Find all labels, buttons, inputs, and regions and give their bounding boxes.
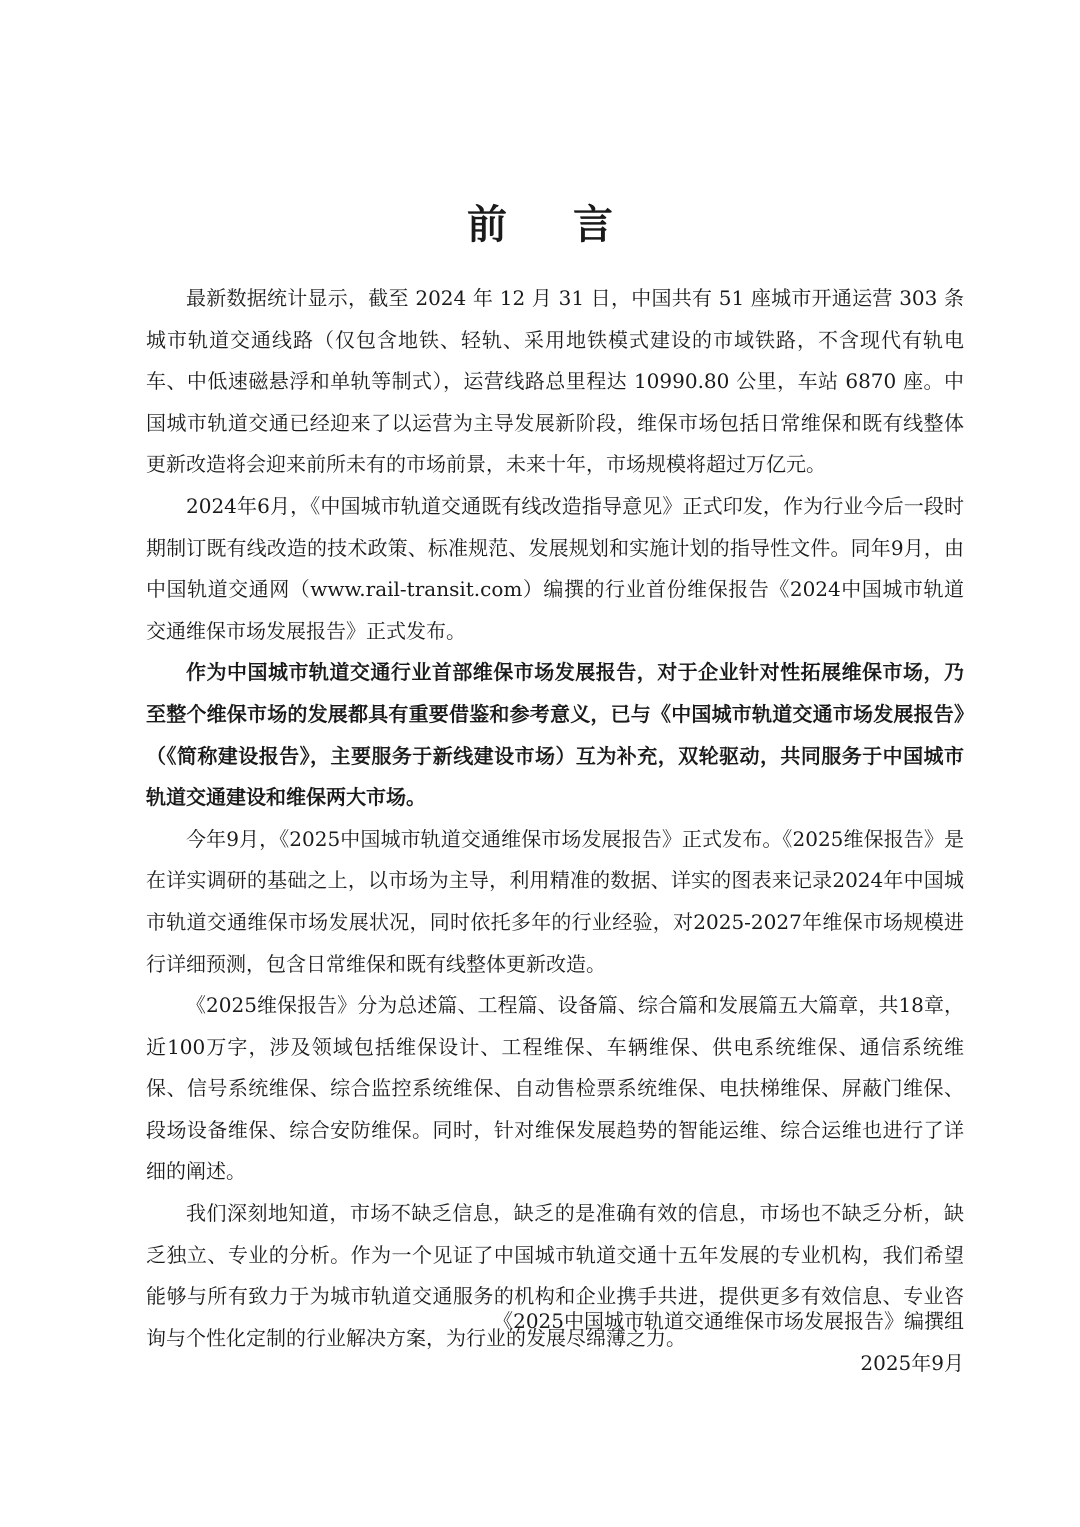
paragraph-3-bold: 作为中国城市轨道交通行业首部维保市场发展报告，对于企业针对性拓展维保市场，乃至整个维保市场的发展都具有重要借鉴和参考意义，已与《中国城市轨道交通市场发展报告》（《简称建设报告》，主要服务于新线建设市场）互为补充，双轮驱动，共同服务于中国城市轨道交通建设和维保两大市场。 — [146, 660, 964, 810]
paragraph-6: 我们深刻地知道，市场不缺乏信息，缺乏的是准确有效的信息，市场也不缺乏分析，缺乏独立、专业的分析。作为一个见证了中国城市轨道交通十五年发展的专业机构，我们希望能够与所有致力于为城市轨道交通服务的机构和企业携手共进，提供更多有效信息、专业咨询与个性化定制的行业解决方案，为行业的发展尽绵薄之力。 — [146, 1201, 964, 1350]
signature-organization: 《2025中国城市轨道交通维保市场发展报告》编撰组 — [493, 1309, 964, 1333]
page-title: 前 言 — [467, 201, 639, 248]
paragraph-4: 今年9月，《2025中国城市轨道交通维保市场发展报告》正式发布。《2025维保报告》是在详实调研的基础之上，以市场为主导，利用精准的数据、详实的图表来记录2024年中国城市轨道交通维保市场发展状况，同时依托多年的行业经验，对2025-2027年维保市场规模进行详细预测，包含日常维保和既有线整体更新改造。 — [146, 826, 964, 976]
paragraph-1: 最新数据统计显示，截至 2024 年 12 月 31 日，中国共有 51 座城市开通运营 303 条城市轨道交通线路（仅包含地铁、轻轨、采用地铁模式建设的市域铁路，不含现代有轨电车、中低速磁悬浮和单轨等制式），运营线路总里程达 10990.80 公里，车站 6870 座。中国城市轨道交通已经迎来了以运营为主导发展新阶段，维保市场包括日常维保和既有线整体更新改造将会迎来前所未有的市场前景，未来十年，市场规模将超过万亿元。 — [146, 286, 964, 477]
signature-block — [493, 1300, 964, 1384]
signature-date: 2025年9月 — [860, 1351, 964, 1375]
paragraph-5: 《2025维保报告》分为总述篇、工程篇、设备篇、综合篇和发展篇五大篇章，共18章，近100万字，涉及领域包括维保设计、工程维保、车辆维保、供电系统维保、通信系统维保、信号系统维保、综合监控系统维保、自动售检票系统维保、电扶梯维保、屏蔽门维保、段场设备维保、综合安防维保。同时，针对维保发展趋势的智能运维、综合运维也进行了详细的阐述。 — [146, 993, 964, 1184]
paragraph-2: 2024年6月，《中国城市轨道交通既有线改造指导意见》正式印发，作为行业今后一段时期制订既有线改造的技术政策、标准规范、发展规划和实施计划的指导性文件。同年9月，由中国轨道交通网（www.rail-transit.com）编撰的行业首份维保报告《2024中国城市轨道交通维保市场发展报告》正式发布。 — [146, 493, 964, 643]
preface-body — [146, 278, 964, 1359]
